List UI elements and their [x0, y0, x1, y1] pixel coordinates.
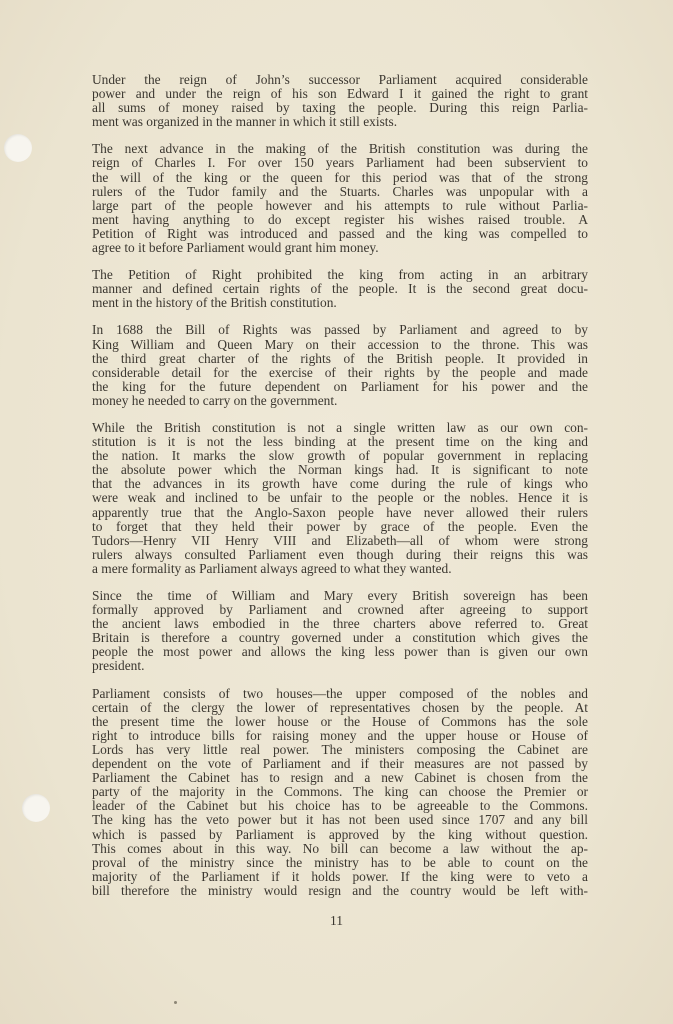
- paragraph: [80, 687, 588, 898]
- text-line: Under the reign of John’s successor Parliament acquired considerable: [92, 72, 588, 87]
- text-line: the king for the future dependent on Parliament for his power and the: [92, 378, 588, 394]
- text-line: the nation. It marks the slow growth of popular government in replacing: [92, 448, 588, 464]
- text-line: Lords has very little real power. The ministers composing the Cabinet are: [92, 741, 588, 757]
- text-line: While the British constitution is not a single written law as our own con-: [92, 419, 588, 435]
- text-line: which is passed by Parliament is approved by the king without question.: [92, 826, 588, 842]
- text-line: all sums of money raised by taxing the people. During this reign Parlia-: [92, 100, 588, 116]
- text-line: money he needed to carry on the government.: [92, 392, 338, 408]
- text-line: Parliament the Cabinet has to resign and a new Cabinet is chosen from the: [92, 770, 588, 786]
- text-line: formally approved by Parliament and crowned after agreeing to support: [92, 602, 588, 618]
- text-line: ment having anything to do except register his wishes raised trouble. A: [92, 211, 588, 227]
- text-line: large part of the people however and his attempts to rule without Parlia-: [92, 197, 588, 213]
- paper-speck: [174, 1001, 177, 1004]
- text-line: proval of the ministry since the ministry has to be able to count on the: [92, 854, 588, 870]
- text-line: In 1688 the Bill of Rights was passed by Parliament and agreed to by: [92, 322, 588, 338]
- text-line: party of the majority in the Commons. The king can choose the Premier or: [92, 784, 588, 800]
- text-line: Since the time of William and Mary every British sovereign has been: [92, 588, 588, 603]
- paragraph: [80, 589, 588, 674]
- text-line: rulers of the Tudor family and the Stuarts. Charles was unpopular with a: [92, 183, 588, 199]
- paragraph: [80, 268, 588, 310]
- text-line: reign of Charles I. For over 150 years Parliament had been subservient to: [92, 155, 588, 171]
- paragraph: [80, 421, 588, 576]
- text-line: the present time the lower house or the House of Commons has the sole: [92, 713, 588, 729]
- paragraph: [80, 142, 588, 255]
- text-line: This comes about in this way. No bill can become a law without the ap-: [92, 840, 588, 856]
- text-line: The king has the veto power but it has not been used since 1707 and any bill: [92, 812, 588, 828]
- text-line: stitution is it is not the less binding at the present time on the king and: [92, 434, 588, 450]
- text-line: considerable detail for the exercise of their rights by the people and made: [92, 364, 588, 380]
- text-line: Tudors—Henry VII Henry VIII and Elizabeth—all of whom were strong: [92, 532, 588, 548]
- paragraph: [80, 73, 588, 129]
- paragraph: [80, 323, 588, 408]
- text-line: agree to it before Parliament would grant him money.: [92, 240, 379, 256]
- text-line: ment was organized in the manner in which it still exists.: [92, 114, 398, 130]
- punch-hole-bottom: [22, 794, 50, 822]
- text-line: were weak and inclined to be unfair to the people or the nobles. Hence it is: [92, 490, 588, 506]
- text-line: right to introduce bills for raising money and the upper house or House of: [92, 727, 588, 743]
- page-number: 11: [330, 913, 343, 928]
- text-line: Parliament consists of two houses—the upper composed of the nobles and: [92, 685, 588, 701]
- text-line: certain of the clergy the lower of representatives chosen by the people. At: [92, 699, 588, 715]
- text-line: The next advance in the making of the British constitution was during the: [92, 141, 588, 157]
- text-line: ment in the history of the British constitution.: [92, 295, 337, 311]
- text-line: majority of the Parliament if it holds power. If the king were to veto a: [92, 868, 588, 884]
- text-line: dependent on the vote of Parliament and if their measures are not passed by: [92, 756, 588, 772]
- text-line: president.: [92, 658, 145, 674]
- text-line: apparently true that the Anglo-Saxon people have never allowed their rulers: [92, 504, 588, 520]
- text-line: rulers always consulted Parliament even though during their reigns this was: [92, 546, 588, 562]
- text-line: King William and Queen Mary on their accession to the throne. This was: [92, 336, 588, 352]
- text-line: the ancient laws embodied in the three charters above referred to. Great: [92, 616, 588, 632]
- text-line: Britain is therefore a country governed under a constitution which gives the: [92, 630, 588, 646]
- text-line: the third great charter of the rights of the British people. It provided in: [92, 350, 588, 366]
- text-line: people the most power and allows the king less power than is given our own: [92, 644, 588, 660]
- punch-hole-top: [4, 134, 32, 162]
- text-line: manner and defined certain rights of the people. It is the second great docu-: [92, 281, 588, 297]
- text-line: the absolute power which the Norman kings had. It is significant to note: [92, 462, 588, 478]
- text-line: power and under the reign of his son Edward I it gained the right to grant: [92, 86, 588, 102]
- text-line: leader of the Cabinet but his choice has to be agreeable to the Commons.: [92, 798, 588, 814]
- text-line: The Petition of Right prohibited the king from acting in an arbitrary: [92, 267, 588, 283]
- text-line: a mere formality as Parliament always agreed to what they wanted.: [92, 560, 452, 576]
- body-text: [80, 73, 588, 911]
- text-line: that the advances in its growth have come during the rule of kings who: [92, 476, 588, 492]
- text-line: bill therefore the ministry would resign and the country would be left with-: [92, 882, 588, 898]
- text-line: Petition of Right was introduced and passed and the king was compelled to: [92, 225, 588, 241]
- text-line: the will of the king or the queen for this period was that of the strong: [92, 169, 588, 185]
- text-line: to forget that they held their power by grace of the people. Even the: [92, 518, 588, 534]
